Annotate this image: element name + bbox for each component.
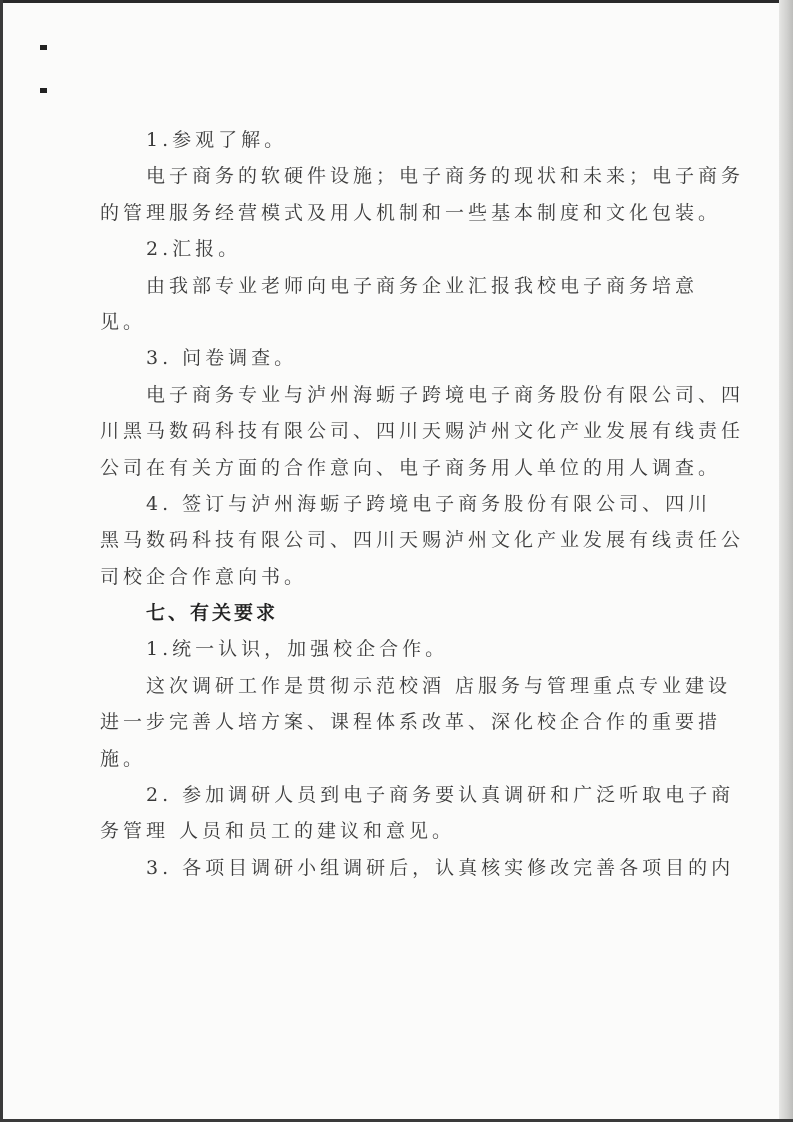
text-line: 2. 参加调研人员到电子商务要认真调研和广泛听取电子商 bbox=[146, 784, 735, 807]
text-line: 司校企合作意向书。 bbox=[100, 565, 308, 588]
text-line: 1.统一认识，加强校企合作。 bbox=[146, 638, 449, 661]
text-line: 进一步完善人培方案、课程体系改革、深化校企合作的重要措 bbox=[100, 711, 722, 734]
text-line: 的管理服务经营模式及用人机制和一些基本制度和文化包装。 bbox=[100, 201, 722, 224]
text-line: 施。 bbox=[100, 747, 147, 770]
text-line: 电子商务的软硬件设施；电子商务的现状和未来；电子商务 bbox=[146, 165, 745, 188]
text-line: 电子商务专业与泸州海蛎子跨境电子商务股份有限公司、四 bbox=[146, 383, 745, 406]
document-body bbox=[100, 122, 745, 886]
text-line: 川黑马数码科技有限公司、四川天赐泸州文化产业发展有线责任 bbox=[100, 420, 745, 443]
text-line: 公司在有关方面的合作意向、电子商务用人单位的用人调查。 bbox=[100, 456, 722, 479]
scan-edge-right bbox=[779, 0, 793, 1122]
binding-hole-mark bbox=[40, 88, 47, 93]
scan-edge-left bbox=[0, 0, 3, 1122]
text-line: 见。 bbox=[100, 310, 147, 333]
text-line: 黑马数码科技有限公司、四川天赐泸州文化产业发展有线责任公 bbox=[100, 529, 745, 552]
text-line: 2.汇报。 bbox=[146, 238, 242, 261]
text-line: 这次调研工作是贯彻示范校酒 店服务与管理重点专业建设 bbox=[146, 674, 732, 697]
text-line: 1.参观了解。 bbox=[146, 129, 288, 151]
section-heading: 七、有关要求 bbox=[146, 602, 279, 625]
text-line: 由我部专业老师向电子商务企业汇报我校电子商务培意 bbox=[146, 274, 699, 297]
text-line: 3. 各项目调研小组调研后，认真核实修改完善各项目的内 bbox=[146, 856, 735, 879]
scan-edge-top bbox=[0, 0, 793, 3]
text-line: 务管理 人员和员工的建议和意见。 bbox=[100, 820, 456, 843]
text-line: 3. 问卷调查。 bbox=[146, 347, 298, 370]
binding-hole-mark bbox=[40, 45, 47, 50]
text-line: 4. 签订与泸州海蛎子跨境电子商务股份有限公司、四川 bbox=[146, 492, 712, 515]
